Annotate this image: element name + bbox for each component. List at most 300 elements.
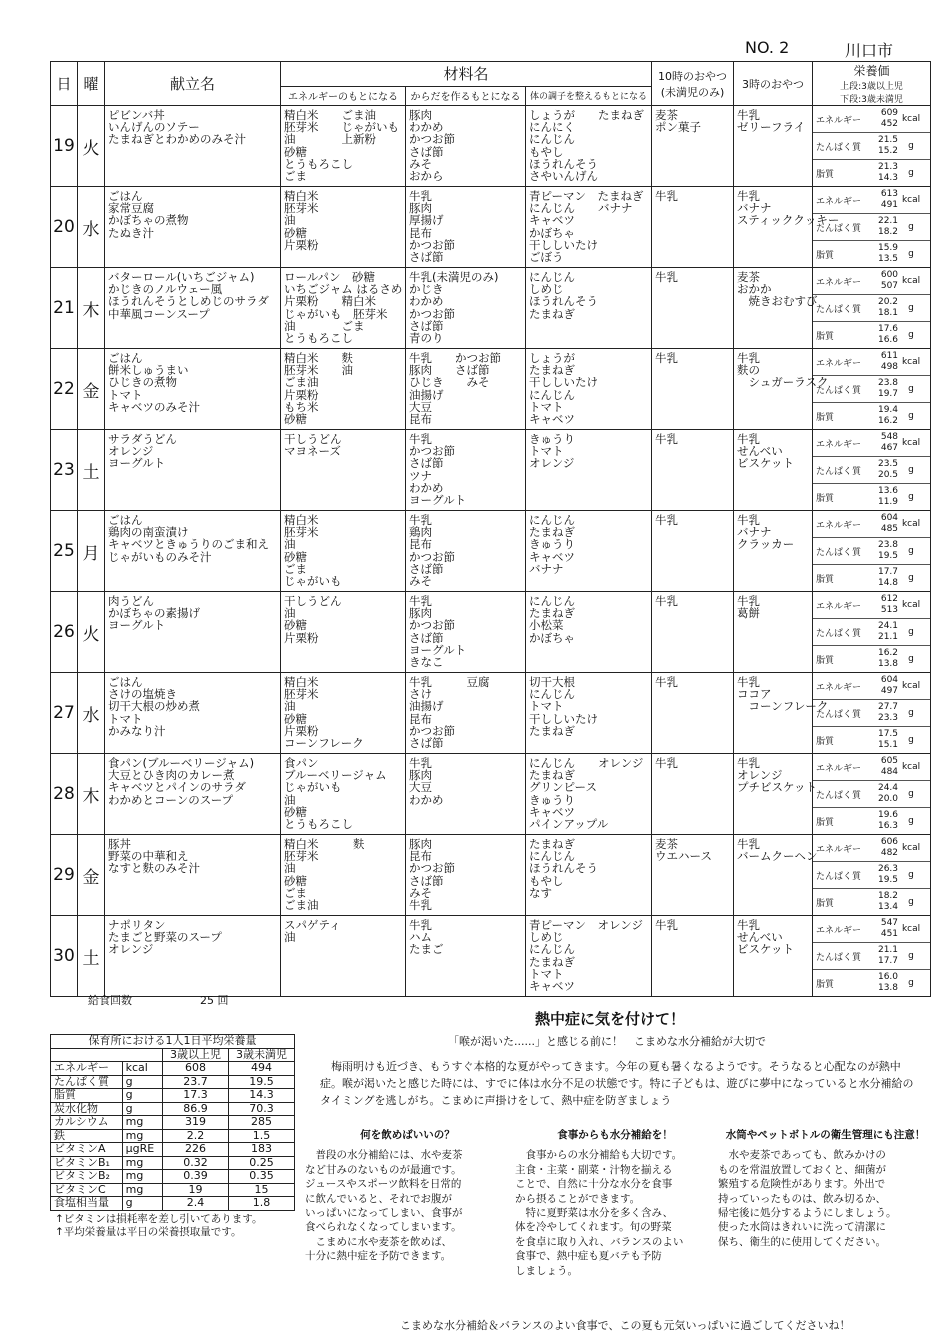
- avg-note-weekday: ↑平均栄養量は平日の栄養摂取量です。: [55, 1226, 242, 1238]
- nutrition-fat-row: [813, 241, 930, 267]
- body-ingredients-line: さば節: [409, 561, 444, 576]
- snack-10-cell: [652, 268, 734, 349]
- body-ingredients-line: 豚肉: [409, 837, 432, 851]
- condition-ingredients-line: かぼちゃ: [529, 630, 575, 645]
- header-no: NO. 2: [745, 38, 790, 57]
- nutrition-label: エネルギー: [816, 115, 862, 126]
- nutrition-cell: [813, 187, 931, 268]
- condition-ingredients-line: にんじん オレンジ: [529, 756, 644, 770]
- condition-ingredients-cell: [526, 592, 652, 673]
- snack-3: [734, 106, 812, 133]
- nutrition-unit: g: [908, 384, 914, 394]
- body-ingredients-line: 大豆: [409, 780, 432, 795]
- energy-ingredients-cell: [281, 754, 406, 835]
- nutrition-value: [864, 459, 900, 481]
- energy-ingredients-line: 砂糖: [284, 549, 307, 564]
- condition-ingredients-cell: [526, 754, 652, 835]
- body-ingredients-line: 大豆: [409, 399, 432, 414]
- column-line: ものを常温放置しておくと、細菌が: [718, 1163, 886, 1176]
- body-ingredients-line: ヨーグルト: [409, 492, 467, 507]
- menu-names-line: じゃがいものみそ汁: [108, 549, 212, 564]
- menu-row: [51, 187, 931, 268]
- condition-ingredients-line: たまねぎ: [529, 723, 575, 738]
- body-ingredients: [406, 106, 525, 182]
- nutrition-value: [864, 837, 900, 859]
- value-under3: 20.0: [877, 794, 899, 804]
- body-ingredients-line: 牛乳: [409, 432, 432, 446]
- condition-ingredients-line: キャベツ: [529, 549, 575, 564]
- column-line: 持っていったものは、飲み切るか、: [718, 1192, 886, 1205]
- body-ingredients-line: かつお節: [409, 132, 455, 147]
- nutrition-energy-row: [813, 430, 930, 457]
- nutrition-protein-row: [813, 457, 930, 484]
- th-snack10-label: 10時のおやつ: [658, 69, 728, 83]
- snack-10-line: 牛乳: [655, 432, 679, 446]
- nutrition-label: 脂質: [816, 331, 835, 342]
- snack-3-line: 牛乳: [737, 189, 761, 203]
- body-ingredients: [406, 349, 525, 425]
- column-what-to-drink: [305, 1128, 510, 1264]
- condition-ingredients-line: 青ピーマン オレンジ: [529, 918, 643, 932]
- column-line: 水や麦茶であっても、飲みかけの: [718, 1149, 886, 1162]
- condition-ingredients-line: たまねぎ: [529, 525, 575, 540]
- condition-ingredients-line: 切干大根: [529, 675, 575, 689]
- nutrition-unit: g: [908, 465, 914, 475]
- th-nutrition: [813, 62, 931, 106]
- nutrition-energy-row: [813, 673, 930, 700]
- value-under3: 19.7: [877, 389, 899, 399]
- energy-ingredients-line: 精白米: [284, 675, 319, 689]
- column-line: を食卓に取り入れ、バランスのよい: [515, 1235, 684, 1248]
- condition-ingredients-line: しめじ: [529, 930, 564, 945]
- body-ingredients-line: たまご: [409, 942, 444, 957]
- snack-10-line: 牛乳: [655, 594, 679, 608]
- snack-3-line: ビスケット: [737, 456, 794, 471]
- column-line: 主食・主菜・副菜・汁物を揃える: [515, 1163, 673, 1176]
- condition-ingredients: [526, 268, 651, 320]
- condition-ingredients-cell: [526, 106, 652, 187]
- value-over3: 17.6: [877, 324, 899, 334]
- body-ingredients-line: 牛乳(未満児のみ): [409, 270, 499, 284]
- nutrition-fat-row: [813, 160, 930, 186]
- snack-3-line: バームクーヘン: [737, 849, 818, 864]
- weekday-cell: 水: [78, 673, 105, 754]
- energy-ingredients-line: ごま: [284, 168, 307, 183]
- energy-ingredients: [281, 835, 405, 911]
- energy-ingredients-cell: [281, 349, 406, 430]
- column-hygiene-body: [718, 1148, 933, 1249]
- value-under3: 15.2: [877, 146, 899, 156]
- body-ingredients-line: さば節: [409, 318, 444, 333]
- value-over3: 612: [880, 594, 899, 604]
- condition-ingredients-line: にんじん: [529, 387, 575, 402]
- nutrition-label: エネルギー: [816, 439, 862, 450]
- nutrition-value: [864, 621, 900, 643]
- snack-3-line: 牛乳: [737, 594, 761, 608]
- snack-10-line: 牛乳: [655, 513, 679, 527]
- energy-ingredients-line: マヨネーズ: [284, 444, 341, 459]
- column-hygiene-title: 水筒やペットボトルの衛生管理にも注意！: [725, 1129, 926, 1141]
- body-ingredients-cell: [406, 268, 526, 349]
- condition-ingredients-line: しめじ: [529, 282, 564, 297]
- snack-3-line: ココア: [737, 687, 772, 702]
- nutrition-value: [864, 540, 900, 562]
- nutrition-protein-row: [813, 538, 930, 565]
- value-over3: 19.4: [877, 405, 899, 415]
- energy-ingredients-line: 食パン: [284, 756, 319, 770]
- menu-names-line: いんげんのソテー: [108, 120, 200, 135]
- value-over3: 18.2: [877, 891, 899, 901]
- condition-ingredients-line: たまねぎ: [529, 768, 575, 783]
- energy-ingredients-line: とうもろこし: [284, 816, 353, 831]
- nutrition-value: [864, 675, 900, 697]
- condition-ingredients: [526, 106, 651, 182]
- avg-note-vitamin: ↑ビタミンは損耗率を差し引いてあります。: [55, 1213, 263, 1225]
- energy-ingredients-line: 片栗粉: [284, 630, 319, 645]
- average-nutrition-table: [50, 1034, 295, 1211]
- nutrition-unit: kcal: [901, 843, 921, 853]
- energy-ingredients-line: 片栗粉: [284, 387, 319, 402]
- menu-names-line: サラダうどん: [108, 432, 177, 446]
- nutrition-values: [813, 673, 930, 753]
- column-line: しましょう。: [515, 1264, 578, 1277]
- nutrition-fat-row: [813, 565, 930, 591]
- body-ingredients: [406, 754, 525, 806]
- avg-unit: mg: [122, 1129, 162, 1143]
- nutrition-cell: [813, 835, 931, 916]
- value-over3: 17.7: [877, 567, 899, 577]
- avg-over3: 19: [163, 1183, 229, 1197]
- body-ingredients-line: ヨーグルト: [409, 642, 467, 657]
- avg-head-under3: 3歳未満児: [229, 1048, 295, 1062]
- nutrition-unit: g: [908, 870, 914, 880]
- nutrition-values: [813, 349, 930, 429]
- menu-row: [51, 673, 931, 754]
- value-under3: 18.1: [877, 308, 899, 318]
- value-over3: 21.3: [877, 162, 899, 172]
- menu-names: [105, 754, 280, 806]
- nutrition-value: [864, 810, 900, 832]
- nutrition-label: エネルギー: [816, 601, 862, 612]
- menu-names-line: 鶏肉の南蛮漬け: [108, 525, 189, 540]
- nutrition-label: たんぱく質: [816, 385, 862, 396]
- snack-10-line: 牛乳: [655, 270, 679, 284]
- value-under3: 482: [880, 848, 899, 858]
- article-title: 熱中症に気を付けて！: [535, 1010, 686, 1028]
- snack-3-cell: [734, 106, 813, 187]
- energy-ingredients: [281, 349, 405, 425]
- snack-10-line: 牛乳: [655, 351, 679, 365]
- energy-ingredients-line: ロールパン 砂糖: [284, 270, 375, 284]
- value-under3: 13.8: [877, 659, 899, 669]
- condition-ingredients-line: キャベツ: [529, 804, 575, 819]
- value-over3: 26.3: [877, 864, 899, 874]
- avg-unit: kcal: [122, 1062, 162, 1076]
- nutrition-value: [864, 756, 900, 778]
- value-under3: 16.3: [877, 821, 899, 831]
- menu-names-cell: [105, 592, 281, 673]
- column-line: 食べられなくなってしまいます。: [305, 1221, 462, 1234]
- body-ingredients-line: ツナ: [409, 468, 432, 483]
- nutrition-value: [864, 324, 900, 346]
- nutrition-unit: g: [908, 546, 914, 556]
- nutrition-value: [864, 189, 900, 211]
- condition-ingredients-line: きゅうり: [529, 432, 575, 446]
- body-ingredients-cell: [406, 592, 526, 673]
- snack-10-cell: [652, 106, 734, 187]
- energy-ingredients-line: 胚芽米: [284, 687, 319, 702]
- condition-ingredients: [526, 430, 651, 470]
- column-line: 十分に熱中症を予防できます。: [305, 1250, 452, 1263]
- nutrition-unit: g: [908, 951, 914, 961]
- nutrition-value: [864, 918, 900, 940]
- snack-3: [734, 268, 818, 309]
- energy-ingredients: [281, 268, 405, 344]
- value-under3: 484: [880, 767, 899, 777]
- value-under3: 498: [880, 362, 899, 372]
- th-menu: 献立名: [105, 62, 281, 106]
- snack-10: [652, 916, 733, 931]
- avg-unit: g: [122, 1089, 162, 1103]
- value-under3: 15.1: [877, 740, 899, 750]
- snack-3-line: 葛餅: [737, 606, 761, 621]
- condition-ingredients: [526, 835, 651, 899]
- menu-names-line: ヨーグルト: [108, 618, 166, 633]
- menu-names: [105, 187, 280, 239]
- avg-over3: 226: [163, 1143, 229, 1157]
- body-ingredients-line: わかめ: [409, 792, 444, 807]
- avg-under3: 1.5: [229, 1129, 295, 1143]
- nutrition-label: たんぱく質: [816, 790, 862, 801]
- nutrition-unit: g: [908, 573, 914, 583]
- menu-row: [51, 268, 931, 349]
- body-ingredients-line: かつお節: [409, 306, 455, 321]
- snack-3: [734, 592, 812, 619]
- avg-over3: 319: [163, 1116, 229, 1130]
- nutrition-value: [864, 513, 900, 535]
- energy-ingredients-line: 精白米: [284, 189, 319, 203]
- body-ingredients-line: 昆布: [409, 849, 432, 864]
- energy-ingredients-line: 油 上新粉: [284, 132, 376, 147]
- column-line: から摂ることができます。: [515, 1192, 641, 1205]
- energy-ingredients-line: 胚芽米 油: [284, 363, 353, 378]
- condition-ingredients: [526, 349, 651, 425]
- weekday-cell: 土: [78, 430, 105, 511]
- value-under3: 17.7: [877, 956, 899, 966]
- snack-3-line: 麩の: [737, 363, 761, 378]
- energy-ingredients-line: 精白米 麩: [284, 351, 353, 365]
- energy-ingredients-line: 油: [284, 792, 296, 807]
- nutrition-unit: g: [908, 708, 914, 718]
- energy-ingredients-cell: [281, 268, 406, 349]
- condition-ingredients-line: さやいんげん: [529, 168, 598, 183]
- avg-row: [51, 1156, 295, 1170]
- energy-ingredients: [281, 187, 405, 251]
- body-ingredients: [406, 916, 525, 956]
- nutrition-value: [864, 648, 900, 670]
- body-ingredients-cell: [406, 754, 526, 835]
- condition-ingredients: [526, 187, 651, 263]
- body-ingredients-line: 豚肉: [409, 768, 432, 783]
- day-cell: 19: [51, 106, 78, 187]
- day-cell: 21: [51, 268, 78, 349]
- nutrition-unit: g: [908, 897, 914, 907]
- condition-ingredients-line: 干ししいたけ: [529, 711, 598, 726]
- snack-3-line: ビスケット: [737, 942, 794, 957]
- avg-row: [51, 1170, 295, 1184]
- value-over3: 16.2: [877, 648, 899, 658]
- nutrition-protein-row: [813, 943, 930, 970]
- nutrition-cell: [813, 754, 931, 835]
- menu-names-cell: [105, 673, 281, 754]
- nutrition-energy-row: [813, 754, 930, 781]
- column-line: 普段の水分補給には、水や麦茶: [305, 1149, 463, 1162]
- value-under3: 491: [880, 200, 899, 210]
- nutrition-value: [864, 486, 900, 508]
- th-nutrition-sub2: 下段:3歳未満児: [840, 95, 903, 105]
- value-over3: 606: [880, 837, 899, 847]
- avg-row: [51, 1062, 295, 1076]
- body-ingredients-line: 豚肉 さば節: [409, 363, 490, 378]
- body-ingredients-line: わかめ: [409, 120, 444, 135]
- snack-10-cell: [652, 187, 734, 268]
- nutrition-label: たんぱく質: [816, 547, 862, 558]
- nutrition-unit: g: [908, 330, 914, 340]
- value-over3: 609: [880, 108, 899, 118]
- energy-ingredients-cell: [281, 835, 406, 916]
- nutrition-unit: g: [908, 816, 914, 826]
- nutrition-value: [864, 243, 900, 265]
- avg-nutrient-name: エネルギー: [51, 1062, 123, 1076]
- column-line: 食事からの水分補給も大切です。: [515, 1149, 683, 1162]
- day-cell: 29: [51, 835, 78, 916]
- nutrition-value: [864, 135, 900, 157]
- column-line: いっぱいになってしまい、食事が: [305, 1207, 463, 1220]
- menu-names: [105, 430, 280, 470]
- menu-names-line: わかめとコーンのスープ: [108, 792, 234, 807]
- condition-ingredients-line: たまねぎ: [529, 954, 575, 969]
- column-line: ジュースやスポーツ飲料を日常的: [305, 1178, 462, 1191]
- energy-ingredients: [281, 106, 405, 182]
- menu-names-line: キャベツとパインのサラダ: [108, 780, 246, 795]
- condition-ingredients-line: にんじん: [529, 687, 575, 702]
- condition-ingredients-line: 干ししいたけ: [529, 237, 598, 252]
- body-ingredients-line: さば節: [409, 735, 444, 750]
- nutrition-label: エネルギー: [816, 277, 862, 288]
- nutrition-protein-row: [813, 295, 930, 322]
- avg-row: [51, 1197, 295, 1211]
- snack-3-line: シュガーラスク: [737, 375, 829, 390]
- condition-ingredients-line: トマト: [529, 699, 564, 714]
- snack-3-line: 牛乳: [737, 756, 761, 770]
- nutrition-label: 脂質: [816, 817, 835, 828]
- energy-ingredients-cell: [281, 916, 406, 997]
- menu-names-line: キャベツときゅうりのごま和え: [108, 537, 269, 552]
- energy-ingredients-line: ごま: [284, 885, 307, 900]
- snack-3-line: バナナ: [737, 201, 772, 216]
- snack-10-line: 麦茶: [655, 837, 679, 851]
- menu-names-line: ごはん: [108, 189, 143, 203]
- nutrition-cell: [813, 592, 931, 673]
- value-over3: 21.1: [877, 945, 899, 955]
- nutrition-fat-row: [813, 889, 930, 915]
- th-weekday: 曜: [78, 62, 105, 106]
- value-over3: 24.4: [877, 783, 899, 793]
- weekday-cell: 木: [78, 268, 105, 349]
- column-line: 食事で、熱中症も夏バテも予防: [515, 1250, 662, 1263]
- condition-ingredients-line: にんじん: [529, 849, 575, 864]
- meal-count-label: 給食回数: [88, 994, 132, 1007]
- menu-names-line: トマト: [108, 711, 143, 726]
- condition-ingredients: [526, 673, 651, 737]
- condition-ingredients-line: しょうが たまねぎ: [529, 108, 644, 122]
- nutrition-unit: g: [908, 789, 914, 799]
- menu-names-cell: [105, 430, 281, 511]
- menu-names-line: バターロール(いちごジャム): [108, 270, 255, 284]
- snack-3-line: 牛乳: [737, 918, 761, 932]
- nutrition-label: エネルギー: [816, 520, 862, 531]
- snack-10: [652, 430, 733, 445]
- condition-ingredients-line: トマト: [529, 444, 564, 459]
- th-body-src: からだを作るもとになる: [406, 86, 526, 105]
- body-ingredients-line: わかめ: [409, 480, 444, 495]
- menu-names-cell: [105, 349, 281, 430]
- avg-row: [51, 1129, 295, 1143]
- body-ingredients-line: かつお節: [409, 861, 455, 876]
- nutrition-fat-row: [813, 970, 930, 996]
- condition-ingredients-line: ほうれんそう: [529, 861, 598, 876]
- th-snack10: [652, 62, 734, 106]
- condition-ingredients-line: バナナ: [529, 561, 564, 576]
- nutrition-fat-row: [813, 322, 930, 348]
- nutrition-value: [864, 864, 900, 886]
- nutrition-label: 脂質: [816, 412, 835, 423]
- snack-10-cell: [652, 835, 734, 916]
- avg-under3: 14.3: [229, 1089, 295, 1103]
- condition-ingredients-line: たまねぎ: [529, 606, 575, 621]
- nutrition-unit: g: [908, 654, 914, 664]
- nutrition-label: たんぱく質: [816, 628, 862, 639]
- nutrition-unit: kcal: [901, 681, 921, 691]
- nutrition-unit: kcal: [901, 519, 921, 529]
- nutrition-value: [864, 108, 900, 130]
- snack-3-line: バナナ: [737, 525, 772, 540]
- nutrition-protein-row: [813, 133, 930, 160]
- snack-3-line: 牛乳: [737, 513, 761, 527]
- body-ingredients: [406, 430, 525, 506]
- body-ingredients-line: かつお節: [409, 444, 455, 459]
- weekday-cell: 土: [78, 916, 105, 997]
- body-ingredients-line: かつお節: [409, 723, 455, 738]
- energy-ingredients-line: ごま: [284, 561, 307, 576]
- body-ingredients-line: 牛乳: [409, 513, 432, 527]
- nutrition-label: 脂質: [816, 898, 835, 909]
- energy-ingredients-line: とうもろこし: [284, 156, 353, 171]
- avg-nutrient-name: 脂質: [51, 1089, 123, 1103]
- body-ingredients-line: ハム: [409, 930, 432, 945]
- nutrition-unit: g: [908, 735, 914, 745]
- snack-3: [734, 835, 818, 864]
- energy-ingredients: [281, 430, 405, 457]
- menu-names-line: オレンジ: [108, 942, 154, 957]
- body-ingredients-line: さば節: [409, 249, 444, 264]
- th-snack10-sub: (未満児のみ): [660, 85, 725, 99]
- condition-ingredients-line: トマト: [529, 966, 564, 981]
- body-ingredients-line: 青のり: [409, 330, 444, 345]
- body-ingredients-cell: [406, 916, 526, 997]
- energy-ingredients-line: 油: [284, 606, 296, 621]
- body-ingredients-cell: [406, 430, 526, 511]
